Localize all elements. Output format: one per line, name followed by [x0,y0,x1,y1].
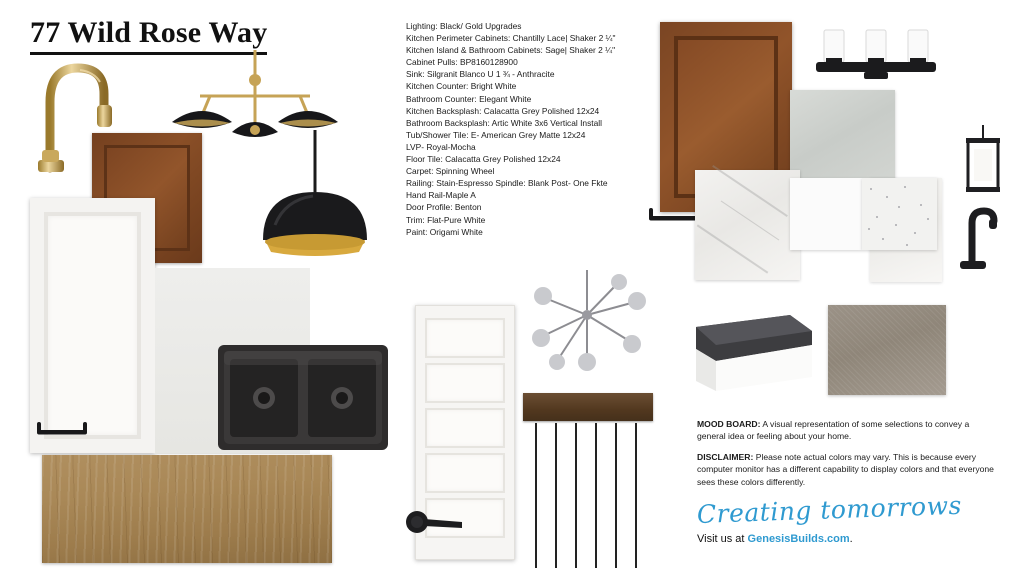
spec-line: Lighting: Black/ Gold Upgrades [406,21,522,31]
spec-line: Hand Rail-Maple A [406,190,476,201]
mood-board-label: MOOD BOARD: [697,419,761,429]
door-panel [425,363,505,403]
page-title: 77 Wild Rose Way [30,16,267,55]
stone-texture [828,305,946,395]
tile-swatch-calacatta-grey [695,170,800,280]
tile-swatch-artic-white [790,178,862,250]
logo-script-text: Creating tomorrows [696,490,963,529]
cabinet-panel-inset [44,212,141,439]
spindle [535,423,537,568]
spec-line: Kitchen Counter: Bright White [406,81,517,92]
spec-line: Trim: Flat-Pure White [406,214,486,225]
spec-line: Bathroom Backsplash: Artic White 3x6 Vertical Install [406,117,602,128]
pendant-light-dome-icon [255,130,375,265]
countertop-sample-tan [828,305,946,395]
visit-suffix: . [849,533,853,545]
specifications-list [406,20,628,238]
spec-line: Bathroom Counter: Elegant White [406,93,532,104]
cabinet-door-white-shaker [30,198,155,453]
mood-board-text: A visual representation of some selections to convey a general idea or feeling about your home. [697,419,970,442]
door-lever-handle-icon [404,508,466,536]
wood-grain-texture [42,455,332,563]
disclaimer-label: DISCLAIMER: [697,451,754,462]
handrail-maple-espresso [523,393,653,421]
spec-line: Paint: Origami White [406,226,483,237]
spec-line: Tub/Shower Tile: E- American Grey Matte 12x24 [406,129,586,140]
carpet-swatch-spinning-wheel [862,178,937,250]
spindle [635,423,637,568]
spec-line: Kitchen Perimeter Cabinets: Chantilly Lace| Shaker 2 ¼" [406,33,616,44]
cabinet-pull-icon [36,420,88,438]
spec-line: Floor Tile: Calacatta Grey Polished 12x24 [406,154,561,165]
disclaimer-block [697,418,997,496]
spindle [555,423,557,568]
spec-line: Railing: Stain-Espresso Spindle: Blank Post- One Fkte [406,178,608,189]
spec-line: Door Profile: Benton [406,202,482,213]
spec-line: Cabinet Pulls: BP8160128900 [406,57,518,68]
spec-line: Kitchen Backsplash: Calacatta Grey Polished 12x24 [406,105,600,116]
spindle [595,423,597,568]
lvp-flooring-swatch [42,455,332,563]
door-panel [425,318,505,358]
door-panel [425,408,505,448]
mood-board-note [697,418,997,443]
chandelier-gold-icon [170,50,340,140]
kitchen-sink-icon [218,345,388,450]
spec-line: Kitchen Island & Bathroom Cabinets: Sage| Shaker 2 ¼" [406,45,616,56]
visit-line [697,533,997,545]
company-logo[interactable] [696,490,997,545]
spindle [615,423,617,568]
bathroom-faucet-icon [950,205,1006,271]
disclaimer-text: Please note actual colors may vary. This is because every computer monitor has a different capability to display colors and that everyone sees these colors differently. [697,451,994,487]
door-panel [425,453,505,493]
visit-prefix: Visit us at [697,533,748,545]
spec-line: Carpet: Spinning Wheel [406,166,495,177]
vanity-light-bar-icon [812,22,940,82]
tile-swatch-american-grey [790,90,895,180]
marble-vein [697,224,769,273]
chandelier-sputnik-icon [525,270,655,380]
spec-line: LVP- Royal-Mocha [406,141,476,152]
website-link[interactable]: GenesisBuilds.com [747,533,850,545]
marble-vein [712,165,788,217]
countertop-sample-white [690,305,818,403]
spec-line: Sink: Silgranit Blanco U 1 ¾ - Anthracite [406,69,555,80]
lantern-pendant-icon [960,125,1006,210]
spindle [575,423,577,568]
stair-railing-sample [523,393,653,568]
disclaimer-note [697,451,997,488]
